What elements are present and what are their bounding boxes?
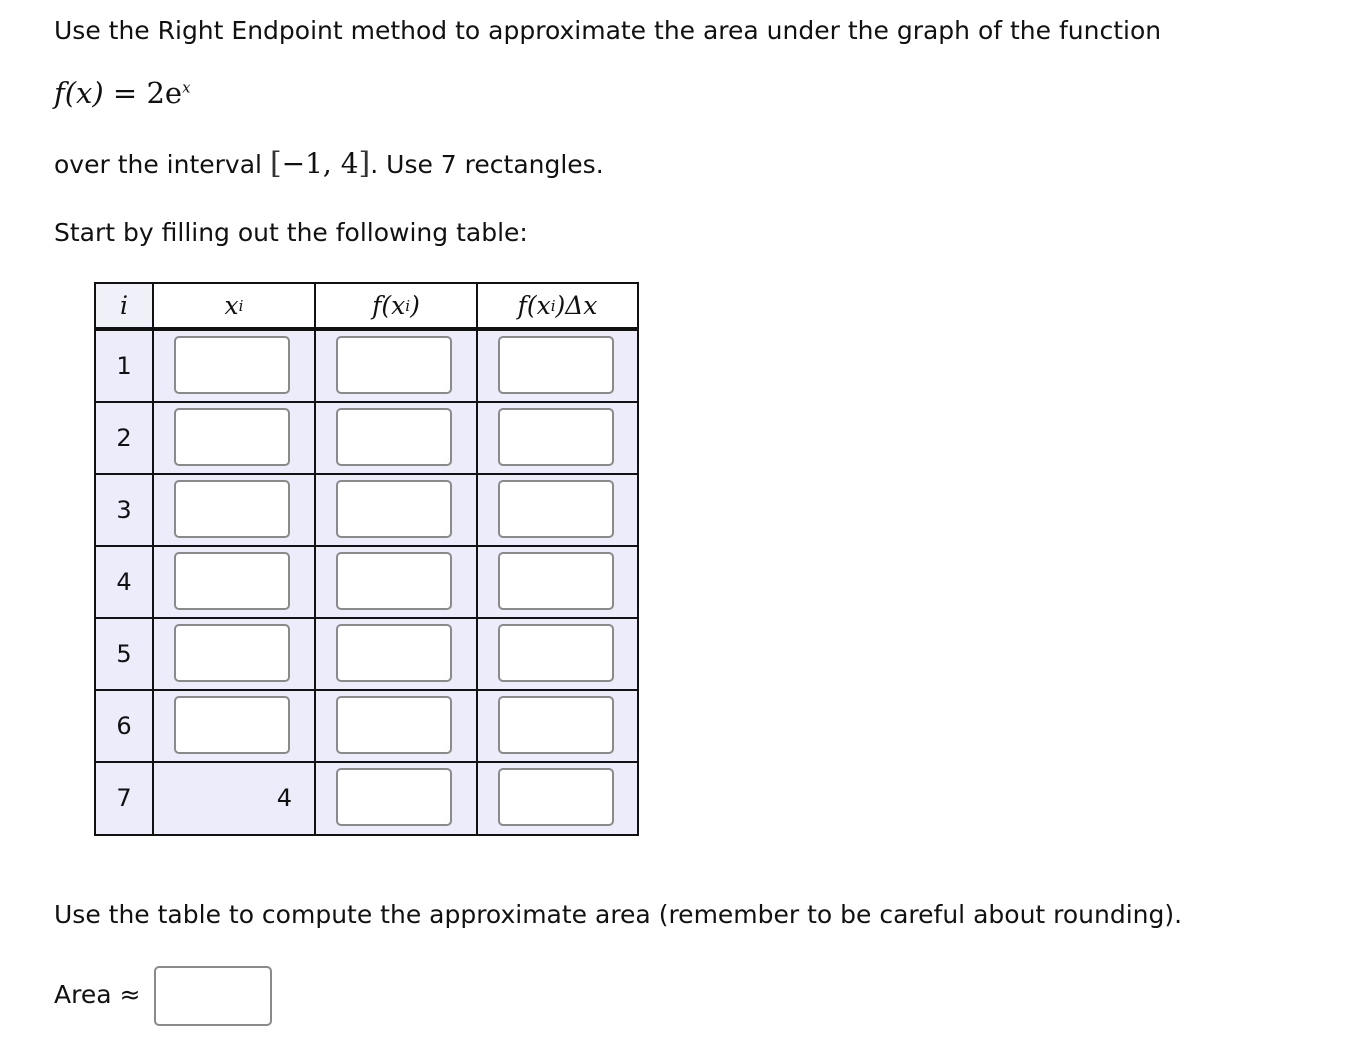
row-index: 6 (116, 712, 132, 740)
xi-input[interactable] (174, 336, 290, 394)
area-label: Area ≈ (54, 980, 141, 1009)
fxi-input[interactable] (336, 768, 452, 826)
function-coef: 2e (146, 76, 183, 110)
fxi-dx-input[interactable] (498, 552, 614, 610)
interval-suffix: . Use 7 rectangles. (370, 150, 604, 179)
riemann-table (94, 282, 639, 836)
interval-open-bracket: [ (269, 146, 282, 181)
compute-prompt: Use the table to compute the approximate area (remember to be careful about rounding). (54, 900, 1183, 929)
table-row (96, 547, 637, 619)
function-eq: = (103, 76, 147, 110)
header-fxi-dx: f(x i )Δx (517, 291, 598, 320)
fxi-input[interactable] (336, 624, 452, 682)
xi-input[interactable] (174, 480, 290, 538)
table-row (96, 691, 637, 763)
table-row (96, 475, 637, 547)
row-index: 2 (116, 424, 132, 452)
fxi-input[interactable] (336, 336, 452, 394)
column-divider (152, 284, 154, 834)
row-index: 3 (116, 496, 132, 524)
column-divider (476, 284, 478, 834)
fxi-input[interactable] (336, 696, 452, 754)
column-divider (314, 284, 316, 834)
fxi-input[interactable] (336, 408, 452, 466)
fxi-dx-input[interactable] (498, 624, 614, 682)
fxi-input[interactable] (336, 480, 452, 538)
fxi-input[interactable] (336, 552, 452, 610)
fxi-dx-input[interactable] (498, 336, 614, 394)
xi-input[interactable] (174, 624, 290, 682)
xi-input[interactable] (174, 552, 290, 610)
row-index: 5 (116, 640, 132, 668)
xi-value: 4 (276, 784, 292, 812)
table-row (96, 403, 637, 475)
fxi-dx-input[interactable] (498, 768, 614, 826)
fxi-dx-input[interactable] (498, 480, 614, 538)
function-exp: x (182, 78, 191, 97)
row-index: 7 (116, 784, 132, 812)
fxi-dx-input[interactable] (498, 408, 614, 466)
intro-text: Use the Right Endpoint method to approximate the area under the graph of the function (54, 16, 1162, 45)
table-row (96, 331, 637, 403)
xi-input[interactable] (174, 408, 290, 466)
function-lhs: f(x) (54, 76, 104, 110)
table-row (96, 619, 637, 691)
interval-text (54, 146, 604, 181)
fxi-dx-input[interactable] (498, 696, 614, 754)
function-formula (54, 76, 191, 110)
row-index: 4 (116, 568, 132, 596)
xi-input[interactable] (174, 696, 290, 754)
interval-values: −1, 4 (281, 147, 359, 180)
header-xi: x i (224, 291, 244, 320)
header-i: i (96, 284, 152, 327)
row-index: 1 (116, 352, 132, 380)
interval-prefix: over the interval (54, 150, 270, 179)
area-input[interactable] (154, 966, 272, 1026)
interval-close-bracket: ] (358, 146, 371, 181)
table-header-row (96, 284, 637, 331)
table-row (96, 763, 637, 834)
header-fxi: f(x i ) (372, 291, 420, 320)
table-prompt: Start by filling out the following table: (54, 218, 528, 247)
